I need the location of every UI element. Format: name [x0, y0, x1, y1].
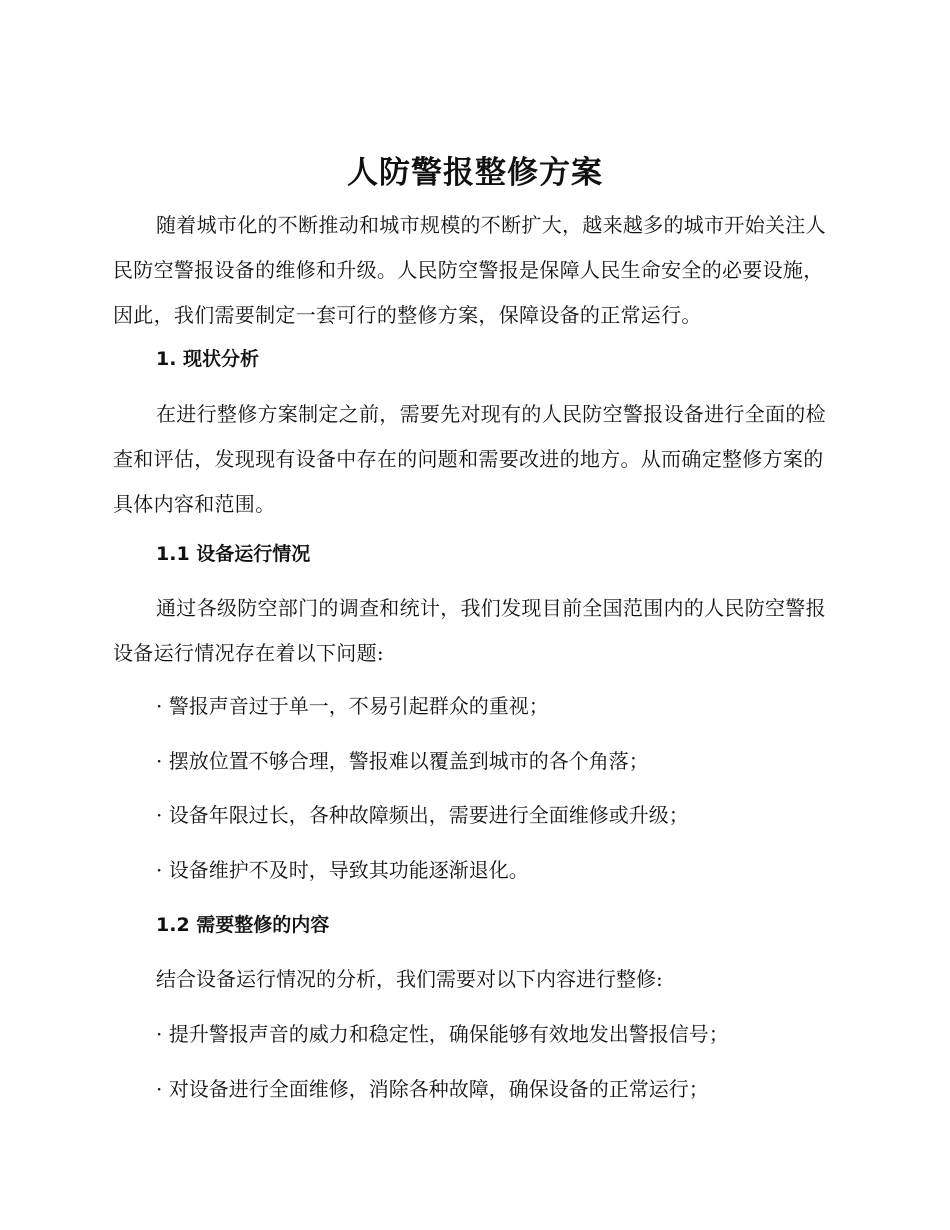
intro-paragraph: 随着城市化的不断推动和城市规模的不断扩大，越来越多的城市开始关注人民防空警报设备的维修和升级。人民防空警报是保障人民生命安全的必要设施，因此，我们需要制定一套可行的整修方案，保障设备的正常运行。: [113, 213, 826, 327]
list-item: · 摆放位置不够合理，警报难以覆盖到城市的各个角落；: [156, 749, 649, 773]
document-title: 人防警报整修方案: [347, 155, 603, 191]
list-item: · 设备维护不及时，导致其功能逐渐退化。: [156, 858, 529, 882]
section-1-2-paragraph: 结合设备运行情况的分析，我们需要对以下内容进行整修:: [156, 967, 663, 991]
list-item: · 警报声音过于单一，不易引起群众的重视；: [156, 694, 549, 718]
section-1-2-heading: 1.2 需要整修的内容: [156, 914, 330, 936]
section-1-1-paragraph: 通过各级防空部门的调查和统计，我们发现目前全国范围内的人民防空警报设备运行情况存在着以下问题:: [113, 596, 826, 665]
section-1-paragraph: 在进行整修方案制定之前，需要先对现有的人民防空警报设备进行全面的检查和评估，发现现有设备中存在的问题和需要改进的地方。从而确定整修方案的具体内容和范围。: [113, 402, 826, 516]
section-1-1-heading: 1.1 设备运行情况: [156, 543, 311, 565]
list-item: · 提升警报声音的威力和稳定性，确保能够有效地发出警报信号；: [156, 1022, 729, 1046]
list-item: · 对设备进行全面维修，消除各种故障，确保设备的正常运行；: [156, 1077, 709, 1101]
section-1-heading: 1. 现状分析: [156, 348, 260, 370]
list-item: · 设备年限过长，各种故障频出，需要进行全面维修或升级；: [156, 803, 689, 827]
